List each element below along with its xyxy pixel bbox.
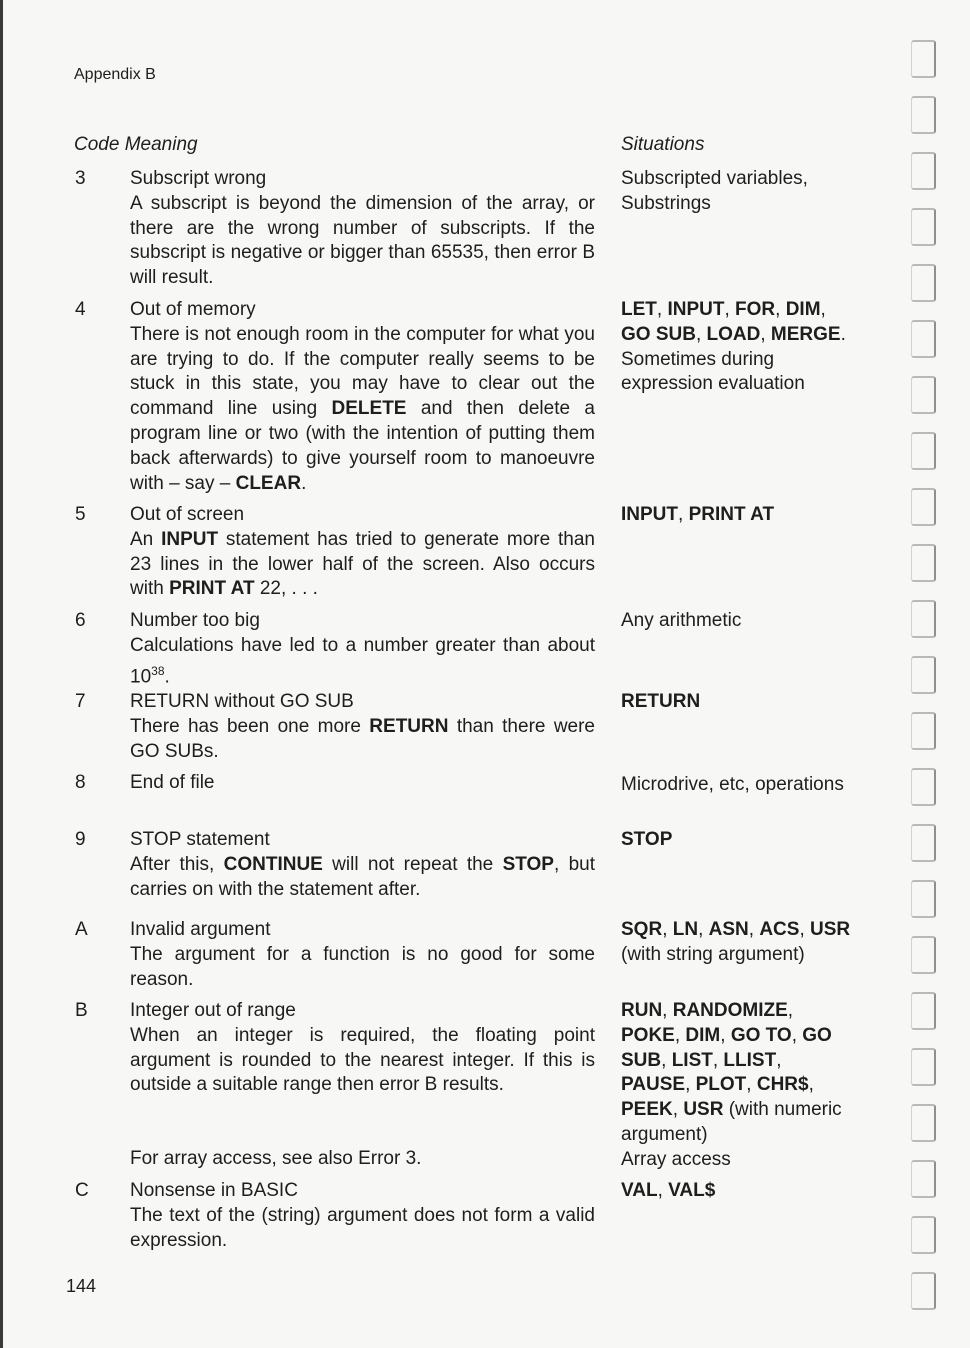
error-title: Number too big <box>130 610 260 631</box>
binding-hole <box>911 264 936 302</box>
error-code: A <box>75 919 88 940</box>
binding-hole <box>911 40 936 78</box>
binding-hole <box>911 544 936 582</box>
binding-hole <box>911 936 936 974</box>
error-code: 3 <box>75 168 86 189</box>
error-code: B <box>75 1000 88 1021</box>
binding-hole <box>911 880 936 918</box>
error-situations: LET, INPUT, FOR, DIM, GO SUB, LOAD, MERGE. Sometimes during expression evaluation <box>621 299 846 395</box>
page-header: Appendix B <box>74 66 156 83</box>
error-description: When an integer is required, the floating point argument is rounded to the nearest integer. If this is outside a suitable range then error B results. <box>130 1024 595 1096</box>
error-situations: VAL, VAL$ <box>621 1180 716 1201</box>
error-meaning <box>130 771 595 796</box>
error-title: Subscript wrong <box>130 168 267 189</box>
error-meaning <box>130 999 595 1172</box>
error-situations: RETURN <box>621 691 701 712</box>
error-description: An INPUT statement has tried to generate more than 23 lines in the lower half of the screen. Also occurs with PRINT AT 22, . . . <box>130 528 595 600</box>
binding-hole <box>911 1048 936 1086</box>
binding-hole <box>911 1104 936 1142</box>
error-title: Invalid argument <box>130 919 271 940</box>
error-description <box>130 634 595 690</box>
exponent: 38 <box>151 663 165 678</box>
error-situations: INPUT, PRINT AT <box>621 504 775 525</box>
binding-hole <box>911 96 936 134</box>
error-code: 5 <box>75 504 86 525</box>
error-description: The text of the (string) argument does not form a valid expression. <box>130 1204 595 1251</box>
error-code: 9 <box>75 829 86 850</box>
error-title: RETURN without GO SUB <box>130 691 354 712</box>
error-situations <box>621 999 851 1173</box>
error-situations: STOP <box>621 829 673 850</box>
error-meaning <box>130 167 595 291</box>
column-heading-code-meaning: Code Meaning <box>74 134 198 155</box>
column-heading-situations: Situations <box>621 134 705 155</box>
binding-hole <box>911 376 936 414</box>
page-number: 144 <box>66 1276 97 1296</box>
binding-hole <box>911 1216 936 1254</box>
error-situations: Subscripted variables, Substrings <box>621 168 808 214</box>
binding-hole <box>911 488 936 526</box>
error-title: Out of memory <box>130 299 256 320</box>
error-meaning <box>130 918 595 992</box>
binding-hole <box>911 432 936 470</box>
error-note: For array access, see also Error 3. <box>130 1148 422 1170</box>
binding-hole <box>911 992 936 1030</box>
error-situations: Any arithmetic <box>621 610 742 631</box>
spiral-binding <box>905 40 945 1340</box>
situations-list: RUN, RANDOMIZE, POKE, DIM, GO TO, GO SUB, LIST, LLIST, PAUSE, PLOT, CHR$, PEEK, USR (with numeric argument) <box>621 1000 842 1145</box>
binding-hole <box>911 208 936 246</box>
error-title: Integer out of range <box>130 1000 296 1021</box>
error-code: C <box>75 1180 89 1201</box>
error-code: 4 <box>75 299 86 320</box>
error-meaning <box>130 298 595 496</box>
error-title: Nonsense in BASIC <box>130 1180 298 1201</box>
error-description: There is not enough room in the computer for what you are trying to do. If the computer really seems to be stuck in this state, you may have to clear out the command line using DELETE and then delete a program line or two (with the intention of putting them back afterwards) to give yourself room to manoeuvre with – say – CLEAR. <box>130 323 595 494</box>
binding-hole <box>911 1160 936 1198</box>
binding-hole <box>911 768 936 806</box>
error-description: There has been one more RETURN than there were GO SUBs. <box>130 715 595 762</box>
error-code: 6 <box>75 610 86 631</box>
error-description: A subscript is beyond the dimension of the array, or there are the wrong number of subscripts. If the subscript is negative or bigger than 65535, then error B will result. <box>130 192 595 289</box>
binding-hole <box>911 824 936 862</box>
binding-hole <box>911 712 936 750</box>
error-meaning <box>130 1179 595 1253</box>
error-situations: SQR, LN, ASN, ACS, USR (with string argument) <box>621 919 851 965</box>
error-description: The argument for a function is no good for some reason. <box>130 943 595 990</box>
error-meaning <box>130 609 595 690</box>
error-description-text: Calculations have led to a number greater than about 10 <box>130 634 595 687</box>
description-end: . <box>164 665 170 687</box>
error-title: STOP statement <box>130 829 270 850</box>
error-title: Out of screen <box>130 504 245 525</box>
error-meaning <box>130 690 595 764</box>
binding-hole <box>911 1272 936 1310</box>
error-meaning <box>130 503 595 602</box>
error-title: End of file <box>130 772 215 793</box>
error-situations: Microdrive, etc, operations <box>621 774 844 795</box>
situations-note: Array access <box>621 1148 731 1170</box>
binding-hole <box>911 656 936 694</box>
binding-hole <box>911 320 936 358</box>
error-description: After this, CONTINUE will not repeat the STOP, but carries on with the statement after. <box>130 853 595 900</box>
page-binding-edge <box>0 0 3 1348</box>
error-code: 8 <box>75 772 86 793</box>
binding-hole <box>911 600 936 638</box>
error-code: 7 <box>75 691 86 712</box>
binding-hole <box>911 152 936 190</box>
error-meaning <box>130 828 595 902</box>
